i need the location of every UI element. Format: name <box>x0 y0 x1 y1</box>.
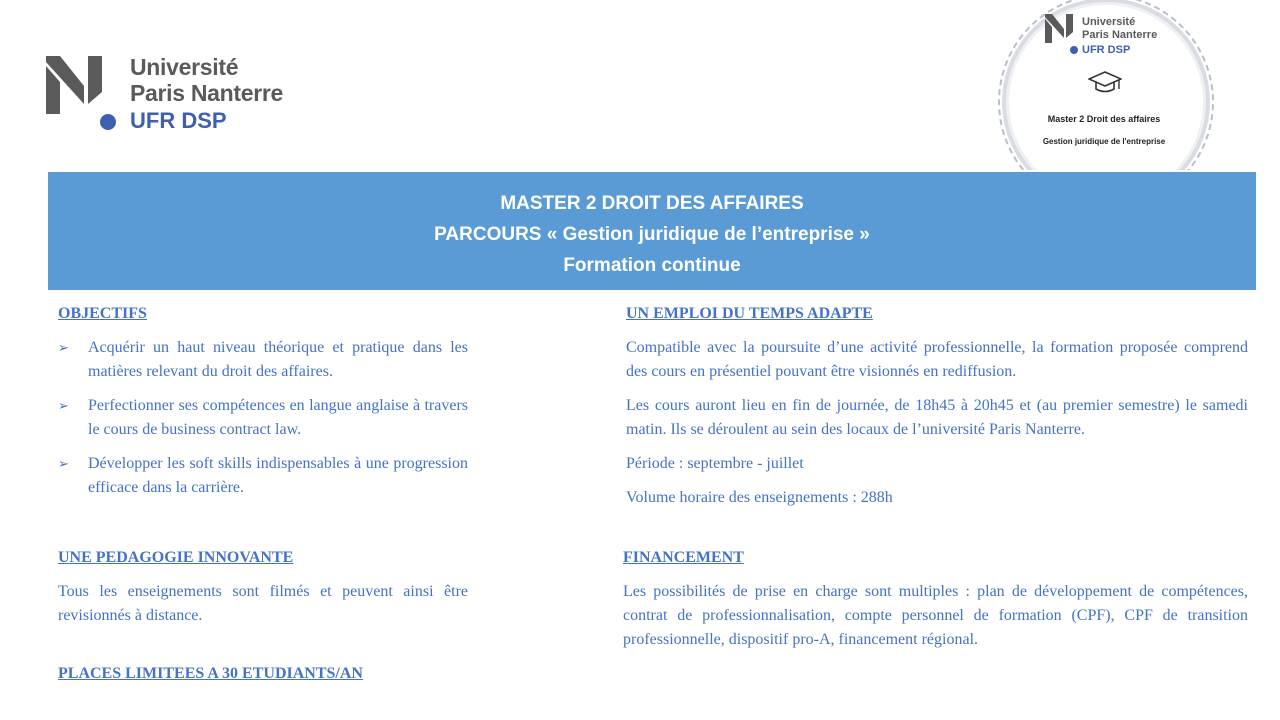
logo-line-1: Université <box>130 54 239 80</box>
pedagogie-text: Tous les enseignements sont filmés et peuvent ainsi être revisionnés à distance. <box>58 583 468 624</box>
objectifs-list <box>58 336 468 500</box>
financement-heading: FINANCEMENT <box>623 549 744 566</box>
list-item <box>58 452 468 500</box>
logo-line-3: UFR DSP <box>130 108 227 133</box>
seal-dot <box>1070 46 1078 54</box>
objectif-text: Développer les soft skills indispensables à une progression efficace dans la carrière. <box>88 455 468 496</box>
arrow-bullet-icon: ➢ <box>58 340 69 355</box>
seal-line-2: Paris Nanterre <box>1082 29 1158 41</box>
list-item <box>58 394 468 442</box>
pedagogie-heading: UNE PEDAGOGIE INNOVANTE <box>58 549 294 566</box>
logo-dot <box>100 114 116 130</box>
objectif-text: Acquérir un haut niveau théorique et pratique dans les matières relevant du droit des affaires. <box>88 339 468 380</box>
objectif-text: Perfectionner ses compétences en langue anglaise à travers le cours de business contract law. <box>88 397 468 438</box>
emploi-section <box>626 302 1248 510</box>
emploi-paragraph-2: Les cours auront lieu en fin de journée, de 18h45 à 20h45 et (au premier semestre) le samedi matin. Ils se déroulent au sein des locaux de l’université Paris Nanterre. <box>626 397 1248 438</box>
seal-n-icon <box>1044 14 1074 44</box>
pedagogie-section <box>58 546 468 628</box>
emploi-volume: Volume horaire des enseignements : 288h <box>626 489 893 506</box>
seal-subtitle: Gestion juridique de l'entreprise <box>1042 137 1166 146</box>
banner-subtitle: PARCOURS « Gestion juridique de l’entreprise » <box>434 224 870 245</box>
places-heading: PLACES LIMITEES A 30 ETUDIANTS/AN <box>58 665 363 682</box>
university-logo <box>46 54 306 134</box>
objectifs-heading: OBJECTIFS <box>58 305 147 322</box>
arrow-bullet-icon: ➢ <box>58 456 69 471</box>
banner-mode: Formation continue <box>563 255 741 276</box>
program-seal <box>998 0 1220 170</box>
arrow-bullet-icon: ➢ <box>58 398 69 413</box>
financement-text: Les possibilités de prise en charge sont multiples : plan de développement de compétences, contrat de professionnalisation, compte personnel de formation (CPF), CPF de transition professionnelle, dispositif pro-A, financement régional. <box>623 583 1248 648</box>
list-item <box>58 336 468 384</box>
places-section <box>58 662 478 686</box>
emploi-periode: Période : septembre - juillet <box>626 455 804 472</box>
nanterre-n-icon <box>46 56 102 116</box>
title-banner <box>48 172 1256 290</box>
seal-title: Master 2 Droit des affaires <box>1047 114 1161 124</box>
objectifs-section <box>58 302 468 510</box>
emploi-paragraph-1: Compatible avec la poursuite d’une activité professionnelle, la formation proposée comprend des cours en présentiel pouvant être visionnés en rediffusion. <box>626 339 1248 380</box>
emploi-heading: UN EMPLOI DU TEMPS ADAPTE <box>626 305 873 322</box>
logo-line-2: Paris Nanterre <box>130 80 284 106</box>
seal-line-3: UFR DSP <box>1082 44 1131 56</box>
banner-title: MASTER 2 DROIT DES AFFAIRES <box>500 193 804 214</box>
financement-section <box>623 546 1248 652</box>
seal-line-1: Université <box>1082 16 1136 28</box>
graduation-cap-icon <box>1088 70 1122 96</box>
